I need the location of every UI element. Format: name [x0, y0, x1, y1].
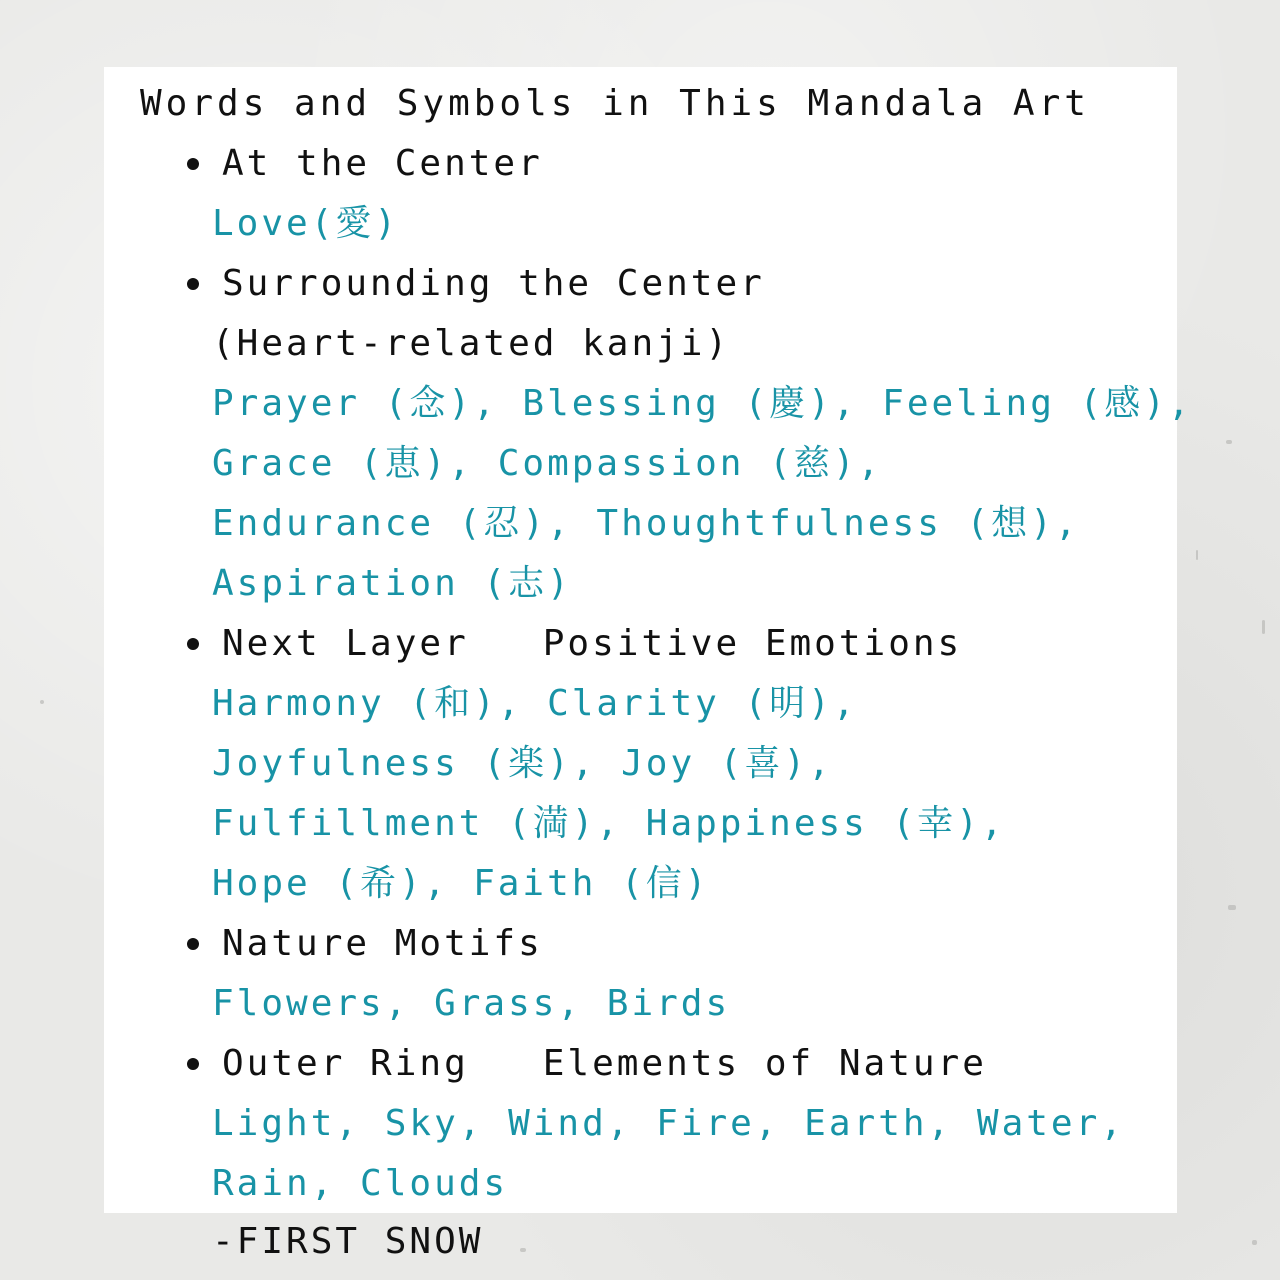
section-line: Endurance (忍), Thoughtfulness (想), [212, 503, 1080, 544]
section-line: Flowers, Grass, Birds [212, 983, 731, 1024]
section-line: Hope (希), Faith (信) [212, 863, 710, 904]
paper-speck [40, 700, 44, 704]
section-line: Grace (恵), Compassion (慈), [212, 443, 883, 484]
section-heading-next-layer: Next Layer Positive Emotions [222, 623, 963, 664]
paper-speck [1252, 1240, 1257, 1245]
section-line: Love(愛) [212, 203, 400, 244]
paper-speck [520, 1248, 526, 1252]
section-line: Joyfulness (楽), Joy (喜), [212, 743, 833, 784]
section-line: Harmony (和), Clarity (明), [212, 683, 858, 724]
section-line: Light, Sky, Wind, Fire, Earth, Water, [212, 1103, 1125, 1144]
paper-speck [1228, 905, 1236, 910]
section-heading-nature-motifs: Nature Motifs [222, 923, 543, 964]
paper-speck [1196, 550, 1198, 560]
section-line: Fulfillment (満), Happiness (幸), [212, 803, 1006, 844]
section-heading-outer-ring: Outer Ring Elements of Nature [222, 1043, 987, 1084]
bullet-point [187, 638, 199, 650]
page-title: Words and Symbols in This Mandala Art [140, 83, 1090, 124]
signature: -FIRST SNOW [212, 1221, 484, 1262]
section-heading-center: At the Center [222, 143, 543, 184]
bullet-point [187, 278, 199, 290]
section-heading-surrounding: Surrounding the Center [222, 263, 765, 304]
bullet-point [187, 938, 199, 950]
section-subheading: (Heart-related kanji) [212, 323, 731, 364]
bullet-point [187, 158, 199, 170]
section-line: Rain, Clouds [212, 1163, 509, 1204]
section-line: Aspiration (志) [212, 563, 572, 604]
paper-speck [1226, 440, 1232, 444]
paper-speck [1262, 620, 1265, 634]
bullet-point [187, 1058, 199, 1070]
section-line: Prayer (念), Blessing (慶), Feeling (感), [212, 383, 1193, 424]
